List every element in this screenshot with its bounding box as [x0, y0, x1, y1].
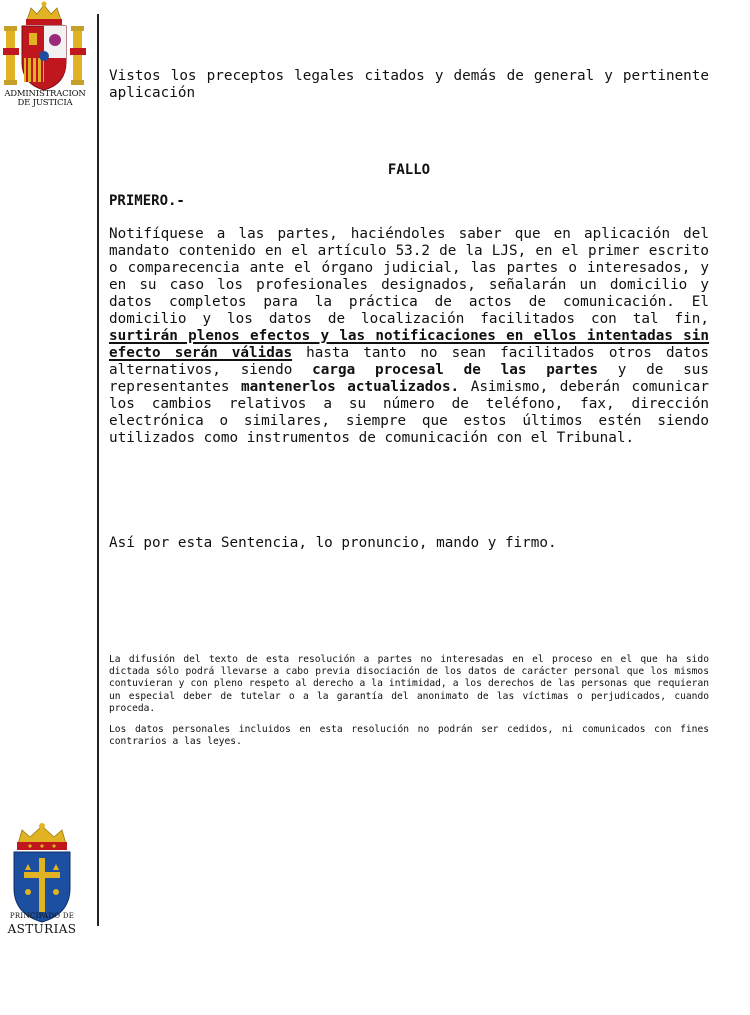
notification-text-1: Notifíquese a las partes, haciéndoles saber que en aplicación del mandato contenido en el artículo 53.2 de la LJS, en el primer escrito o comparecencia ante el órgano judicial, las partes o interesados, y en su caso los profesionales designados, señalarán un domicilio y datos completos para la práctica de actos de comunicación. El domicilio y los datos de localización facilitados con tal fin, [109, 226, 709, 327]
principado-caption: PRINCIPADO DE [9, 912, 75, 920]
margin-rule [97, 14, 99, 926]
notification-text-4: Asimismo, deberán comunicar los cambios relativos a su número de teléfono, fax, dirección electrónica o similares, siempre que estos últimos estén siendo utilizados como instrumentos de comunicación con el Tribunal. [109, 379, 709, 446]
administracion-justicia-caption: ADMINISTRACION DE JUSTICIA [4, 89, 86, 108]
notification-paragraph [109, 226, 709, 447]
primero-label: PRIMERO.- [109, 193, 185, 209]
privacy-notice-2: Los datos personales incluidos en esta resolución no podrán ser cedidos, ni comunicados con fines contrarios a las leyes. [109, 724, 709, 748]
notification-text-3: y de sus representantes [109, 362, 710, 395]
notification-text-2: hasta tanto no sean facilitados otros datos alternativos, siendo [109, 345, 709, 378]
asturias-caption: ASTURIAS [7, 922, 77, 936]
notification-emphasis-underlined: surtirán plenos efectos y las notificaciones en ellos intentadas sin efecto serán válidas [109, 328, 709, 361]
notification-emphasis-actualizados: mantenerlos actualizados. [241, 379, 460, 395]
notification-emphasis-carga: carga procesal de las partes [312, 362, 598, 378]
document-body [109, 68, 709, 748]
privacy-notice-1: La difusión del texto de esta resolución a partes no interesadas en el proceso en el que ha sido dictada sólo podrá llevarse a cabo previa disociación de los datos de carácter personal que los mismos contuvieran y con pleno respeto al derecho a la intimidad, a los derechos de las personas que requieran un especial deber de tutelar o a la garantía del anonimato de las víctimas o perjudicados, cuando proceda. [109, 654, 709, 714]
intro-paragraph: Vistos los preceptos legales citados y demás de general y pertinente aplicación [109, 68, 709, 101]
closing-paragraph: Así por esta Sentencia, lo pronuncio, mando y firmo. [109, 535, 557, 551]
fallo-heading: FALLO [387, 162, 431, 178]
